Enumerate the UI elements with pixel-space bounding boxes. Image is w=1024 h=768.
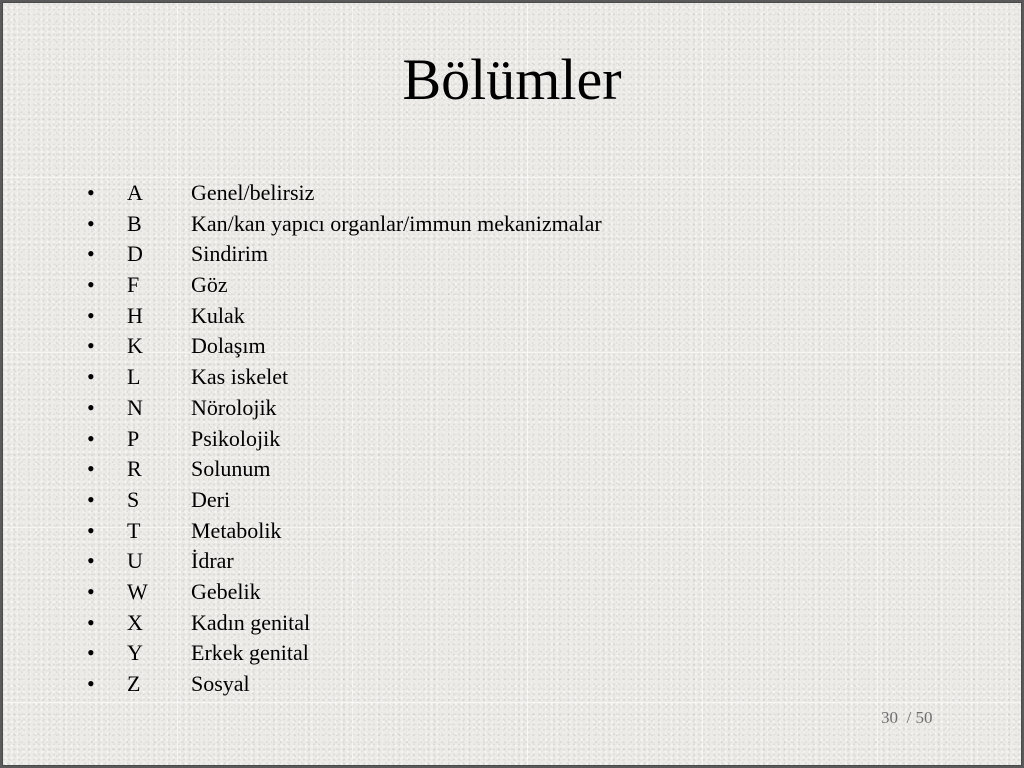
chapter-code: W — [127, 578, 148, 604]
chapter-label: Nörolojik — [191, 394, 277, 420]
chapter-label: Psikolojik — [191, 425, 281, 451]
bullet-icon: • — [87, 333, 95, 359]
chapter-code: P — [127, 425, 140, 451]
bullet-icon: • — [87, 272, 95, 298]
bullet-icon: • — [87, 241, 95, 267]
list-item — [87, 546, 602, 577]
page-current: 30 — [881, 708, 898, 727]
chapter-label: Metabolik — [191, 517, 282, 543]
bullet-icon: • — [87, 364, 95, 390]
list-item — [87, 270, 602, 301]
slide — [2, 2, 1022, 766]
list-item — [87, 239, 602, 270]
chapter-code: F — [127, 272, 140, 298]
chapter-code: N — [127, 394, 143, 420]
bullet-icon: • — [87, 425, 95, 451]
bullet-icon: • — [87, 548, 95, 574]
list-item — [87, 393, 602, 424]
list-item — [87, 362, 602, 393]
chapter-code: U — [127, 548, 143, 574]
chapter-code: L — [127, 364, 141, 390]
chapter-label: Dolaşım — [191, 333, 266, 359]
chapter-label: İdrar — [191, 548, 234, 574]
bullet-icon: • — [87, 486, 95, 512]
chapter-label: Solunum — [191, 456, 271, 482]
list-item — [87, 638, 602, 669]
list-item — [87, 424, 602, 455]
list-item — [87, 516, 602, 547]
bullet-icon: • — [87, 609, 95, 635]
chapter-label: Kas iskelet — [191, 364, 289, 390]
chapter-code: Y — [127, 640, 143, 666]
chapter-label: Kulak — [191, 302, 245, 328]
bullet-icon: • — [87, 302, 95, 328]
page-number: 30 / 50 — [881, 708, 933, 727]
list-item — [87, 485, 602, 516]
list-item — [87, 608, 602, 639]
chapter-label: Göz — [191, 272, 228, 298]
slide-title: Bölümler — [402, 47, 622, 112]
chapter-label: Gebelik — [191, 578, 261, 604]
chapter-label: Kadın genital — [191, 609, 311, 635]
chapter-code: S — [127, 486, 140, 512]
chapter-code: Z — [127, 671, 141, 696]
bullet-icon: • — [87, 578, 95, 604]
chapter-code: R — [127, 456, 142, 482]
page-total: 50 — [915, 708, 933, 727]
bullet-icon: • — [87, 640, 95, 666]
chapter-code: A — [127, 180, 143, 205]
chapter-code: B — [127, 210, 142, 236]
chapter-list — [87, 178, 602, 700]
chapter-code: X — [127, 609, 143, 635]
chapter-code: D — [127, 241, 143, 267]
bullet-icon: • — [87, 210, 95, 236]
bullet-icon: • — [87, 456, 95, 482]
list-item — [87, 178, 602, 209]
chapter-code: T — [127, 517, 141, 543]
chapter-label: Sosyal — [191, 671, 250, 696]
list-item — [87, 209, 602, 240]
bullet-icon: • — [87, 671, 95, 696]
bullet-icon: • — [87, 394, 95, 420]
list-item — [87, 454, 602, 485]
list-item — [87, 301, 602, 332]
chapter-label: Genel/belirsiz — [191, 180, 315, 205]
chapter-label: Sindirim — [191, 241, 269, 267]
chapter-code: K — [127, 333, 143, 359]
chapter-label: Kan/kan yapıcı organlar/immun mekanizmalar — [191, 210, 602, 236]
bullet-icon: • — [87, 180, 95, 205]
chapter-label: Deri — [191, 486, 231, 512]
chapter-label: Erkek genital — [191, 640, 309, 666]
list-item — [87, 577, 602, 608]
bullet-icon: • — [87, 517, 95, 543]
chapter-code: H — [127, 302, 143, 328]
list-item — [87, 331, 602, 362]
list-item — [87, 669, 602, 700]
